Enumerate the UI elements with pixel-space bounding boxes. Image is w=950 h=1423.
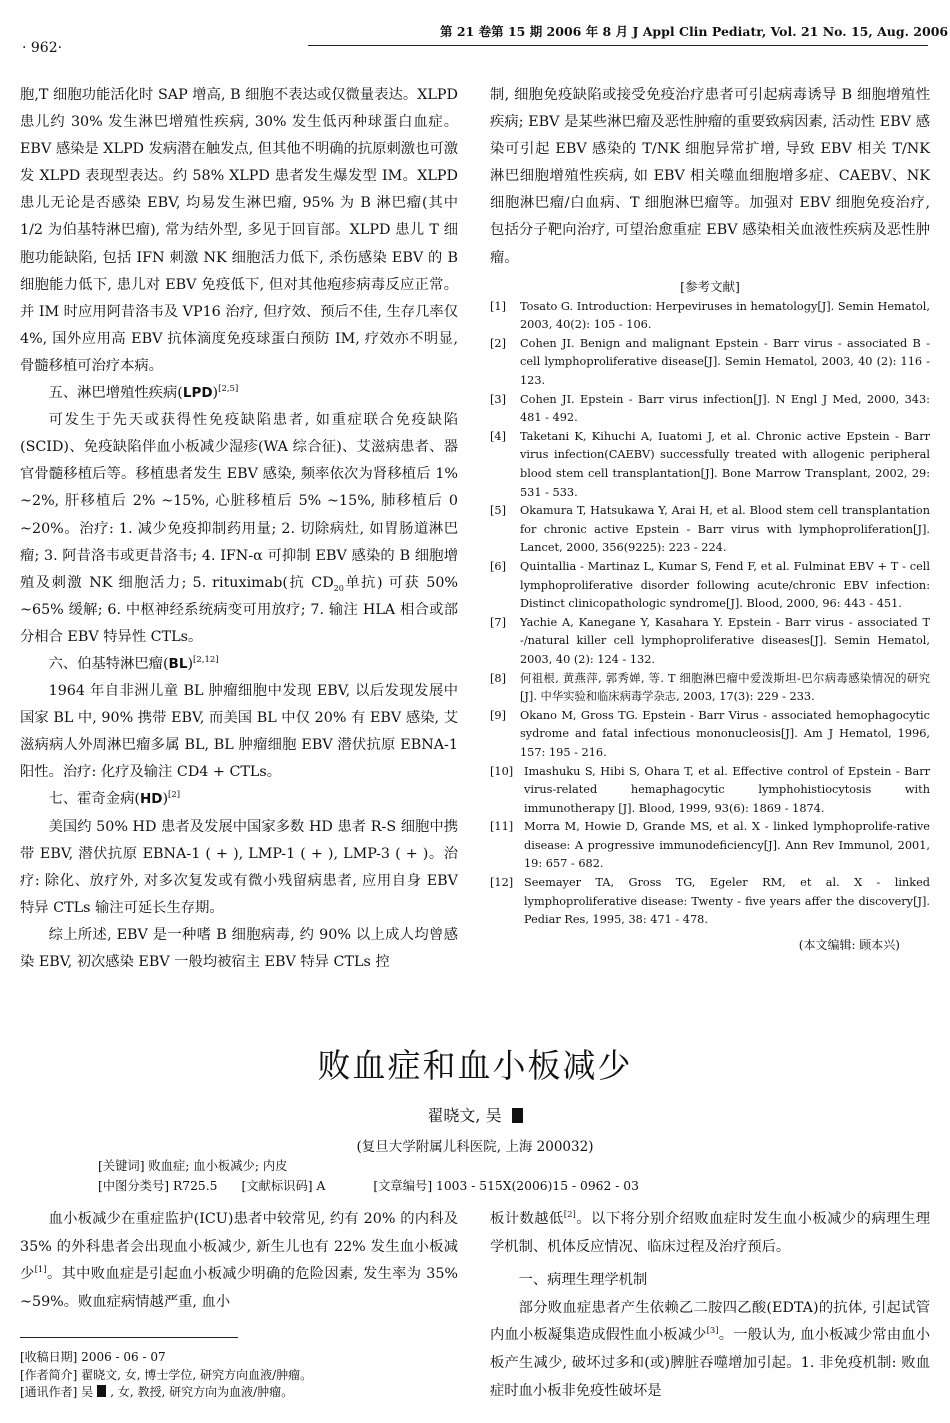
section-heading-lpd: 五、淋巴增殖性疾病(LPD)[2,5]	[48, 384, 239, 402]
reference-item: [11] Morra M, Howie D, Grande MS, et al. X - linked lymphoprolife-rative disease: A progressive immunodeficiency[J]. Ann Rev Immunol, 2001, 19: 657 - 682.	[490, 820, 930, 871]
reference-item: [5] Okamura T, Hatsukawa Y, Arai H, et al. Blood stem cell transplantation for chronic active Epstein - Barr virus with lymphoproliferation[J]. Lancet, 2000, 356(9225): 223 - 224.	[490, 504, 930, 555]
reference-item: [2] Cohen JI. Benign and malignant Epstein - Barr virus - associated B - cell lymphoproliferative disease[J]. Semin Hematol, 2003, 40 (2): 116 - 123.	[490, 336, 930, 388]
paragraph: 血小板减少在重症监护(ICU)患者中较常见, 约有 20% 的内科及 35% 的外科患者会出现血小板减少, 新生儿也有 22% 发生血小板减少[1]。其中败血症是引起血小板减少明确的危险因素, 发生率为 35% ~59%。败血症病情越严重, 血小	[20, 1211, 458, 1310]
citation: [3]	[706, 1326, 719, 1337]
paragraph: 1964 年自非洲儿童 BL 肿瘤细胞中发现 EBV, 以后发现发展中国家 BL 中, 90% 携带 EBV, 而美国 BL 中仅 20% 有 EBV 感染, 艾滋病病人外周淋巴瘤多属 BL, BL 肿瘤细胞 EBV 潜伏抗原 EBNA-1 阳性。治疗: 化疗及输注 CD4 + CTLs。	[20, 683, 458, 781]
section-heading-hd: 七、霍奇金病(HD)[2]	[48, 790, 181, 808]
citation: [1]	[34, 1265, 47, 1276]
header-rule	[308, 45, 928, 46]
redaction-mark	[97, 1385, 106, 1397]
redaction-mark	[512, 1108, 523, 1123]
left-column	[20, 82, 458, 976]
section-heading-bl: 六、伯基特淋巴瘤(BL)[2,12]	[48, 655, 219, 672]
reference-item: [1] Tosato G. Introduction: Herpeviruses in hematology[J]. Semin Hematol, 2003, 40(2): 105 - 106.	[490, 299, 930, 332]
article-authors: 翟晓文, 吴	[0, 1103, 950, 1126]
reference-item: [6] Quintallia - Martinaz L, Kumar S, Fend F, et al. Fulminat EBV + T - cell lymphoproliferative disorder following acute/chronic EBV infection: Distinct clinicopathologic syndrome[J]. Blood, 2000, 96: 443 - 451.	[490, 559, 930, 611]
paragraph: 胞,T 细胞功能活化时 SAP 增高, B 细胞不表达或仅微量表达。XLPD 患儿约 30% 发生淋巴增殖性疾病, 30% 发生低丙种球蛋白血症。EBV 感染是 XLPD 发病潜在触发点, 但其他不明确的抗原刺激也可激发 XLPD 表现型表达。约 58% XLPD 患者发生爆发型 IM。XLPD 患儿无论是否感染 EBV, 均易发生淋巴瘤, 95% 为 B 淋巴瘤(其中 1/2 为伯基特淋巴瘤), 常为结外型, 多见于回盲部。XLPD 患儿 T 细胞功能缺陷, 包括 IFN 刺激 NK 细胞活力低下, 杀伤感染 EBV 的 B 细胞能力低下, 患儿对 EBV 免疫低下, 但对其他疱疹病毒反应正常。并 IM 时应用阿昔洛韦及 VP16 治疗, 但疗效、预后不佳, 生存几率仅 4%, 国外应用高 EBV 抗体滴度免疫球蛋白预防 IM, 疗效亦不明显, 骨髓移植可治疗本病。	[20, 87, 458, 374]
classification-line: [中图分类号] R725.5 [文献标识码] A [文章编号] 1003 - 515X(2006)15 - 0962 - 03	[98, 1179, 639, 1193]
article-affiliation: (复旦大学附属儿科医院, 上海 200032)	[356, 1139, 594, 1155]
paragraph: 制, 细胞免疫缺陷或接受免疫治疗患者可引起病毒诱导 B 细胞增殖性疾病; EBV 是某些淋巴瘤及恶性肿瘤的重要致病因素, 活动性 EBV 感染可引起 EBV 感染的 T/NK 细胞异常扩增, 导致 EBV 相关 T/NK 淋巴细胞增殖性疾病, 如 EBV 相关噬血细胞增多症、CAEBV、NK 细胞淋巴瘤/白血病、T 细胞淋巴瘤等。加强对 EBV 细胞免疫治疗, 包括分子靶向治疗, 可望治愈重症 EBV 感染相关血液性疾病及恶性肿瘤。	[490, 87, 930, 266]
section-heading-pathophysiology: 一、病理生理学机制	[518, 1272, 648, 1289]
footnote-author: [作者简介] 翟晓文, 女, 博士学位, 研究方向血液/肿瘤。	[20, 1367, 313, 1382]
footnote-received: [收稿日期] 2006 - 06 - 07	[20, 1350, 166, 1364]
citation: [2,12]	[193, 655, 219, 666]
reference-item: [12] Seemayer TA, Gross TG, Egeler RM, et al. X - linked lymphoproliferative disease: Twenty - five years affer the discovery[J]. Pediar Res, 1995, 38: 471 - 478.	[490, 876, 930, 927]
citation: [2,5]	[218, 384, 239, 395]
editor-note: (本文编辑: 顾本兴)	[798, 937, 900, 952]
reference-list	[490, 298, 930, 930]
paragraph: 板计数越低[2]。以下将分别介绍败血症时发生血小板减少的病理生理学机制、机体反应情况、临床过程及治疗预后。	[490, 1210, 931, 1255]
footnotes	[20, 1349, 312, 1402]
paragraph: 部分败血症患者产生依赖乙二胺四乙酸(EDTA)的抗体, 引起试管内血小板凝集造成假性血小板减少[3]。一般认为, 血小板减少常由血小板产生减少, 破坏过多和(或)脾脏吞噬增加引起。1. 非免疫机制: 败血症时血小板非免疫性破坏是	[490, 1299, 930, 1399]
reference-item: [8] 何祖根, 黄燕萍, 郭秀婵, 等. T 细胞淋巴瘤中爱泼斯坦-巴尔病毒感染情况的研究[J]. 中华实验和临床病毒学杂志, 2003, 17(3): 229 - 233.	[490, 671, 930, 704]
keywords: [关键词] 败血症; 血小板减少; 内皮	[98, 1159, 288, 1173]
right-column	[490, 82, 930, 959]
paragraph: 可发生于先天或获得性免疫缺陷患者, 如重症联合免疫缺陷(SCID)、免疫缺陷伴血小板减少湿疹(WA 综合征)、艾滋病患者、器官骨髓移植后等。移植患者发生 EBV 感染, 频率依次为肾移植后 1% ~2%, 肝移植后 2% ~15%, 心脏移植后 5% ~15%, 肺移植后 0 ~20%。治疗: 1. 减少免疫抑制药用量; 2. 切除病灶, 如胃肠道淋巴瘤; 3. 阿昔洛韦或更昔洛韦; 4. IFN-α 可抑制 EBV 感染的 B 细胞增殖及刺激 NK 细胞活力; 5. rituximab(抗 $CD_{20}$单抗) 可获 50% ~65% 缓解; 6. 中枢神经系统病变可用放疗; 7. 输注 HLA 相合或部分相合 EBV 特异性 CTLs。	[20, 412, 458, 645]
reference-item: [4] Taketani K, Kihuchi A, Iuatomi J, et al. Chronic active Epstein - Barr virus infection(CAEBV) successfully treated with allogenic peripheral blood stem cell transplantation[J]. Bone Marrow Transplant, 2002, 29: 531 - 533.	[490, 429, 930, 499]
footnote-rule	[20, 1337, 238, 1338]
page-number: · 962·	[22, 40, 63, 56]
reference-item: [10] Imashuku S, Hibi S, Ohara T, et al. Effective control of Epstein - Barr virus-related hemaphagocytic lymphohistiocytosis with immunotherapy [J]. Blood, 1999, 93(6): 1869 - 1874.	[490, 764, 930, 815]
references-title: [参考文献]	[680, 278, 740, 294]
reference-item: [9] Okano M, Gross TG. Epstein - Barr Virus - associated hemophagocytic sydrome and fatal infectious mononucleosis[J]. Am J Hematol, 1996, 157: 195 - 216.	[490, 708, 930, 759]
journal-header: 第 21 卷第 15 期 2006 年 8 月 J Appl Clin Pediatr, Vol. 21 No. 15, Aug. 2006	[440, 24, 949, 39]
paragraph: 综上所述, EBV 是一种嗜 B 细胞病毒, 约 90% 以上成人均曾感染 EBV, 初次感染 EBV 一般均被宿主 EBV 特异 CTLs 控	[20, 926, 458, 970]
article2-right-column	[490, 1206, 930, 1405]
citation: [2]	[168, 790, 181, 801]
reference-item: [3] Cohen JI. Epstein - Barr virus infection[J]. N Engl J Med, 2000, 343: 481 - 492.	[490, 392, 930, 425]
article-title: 败血症和血小板减少	[317, 1046, 633, 1085]
article2-left-column	[20, 1206, 458, 1316]
paragraph: 美国约 50% HD 患者及发展中国家多数 HD 患者 R-S 细胞中携带 EBV, 潜伏抗原 EBNA-1 ( + ), LMP-1 ( + ), LMP-3 ( + )。治疗: 除化、放疗外, 对多次复发或有微小残留病患者, 应用自身 EBV 特异 CTLs 输注可延长生存期。	[20, 818, 458, 916]
reference-item: [7] Yachie A, Kanegane Y, Kasahara Y. Epstein - Barr virus - associated T -/natural killer cell lymphoproliferative diseases[J]. Semin Hematol, 2003, 40 (2): 124 - 132.	[490, 615, 930, 666]
footnote-corresponding: [通讯作者] 吴 , 女, 教授, 研究方向为血液/肿瘤。	[20, 1385, 294, 1400]
citation: [2]	[563, 1210, 576, 1221]
